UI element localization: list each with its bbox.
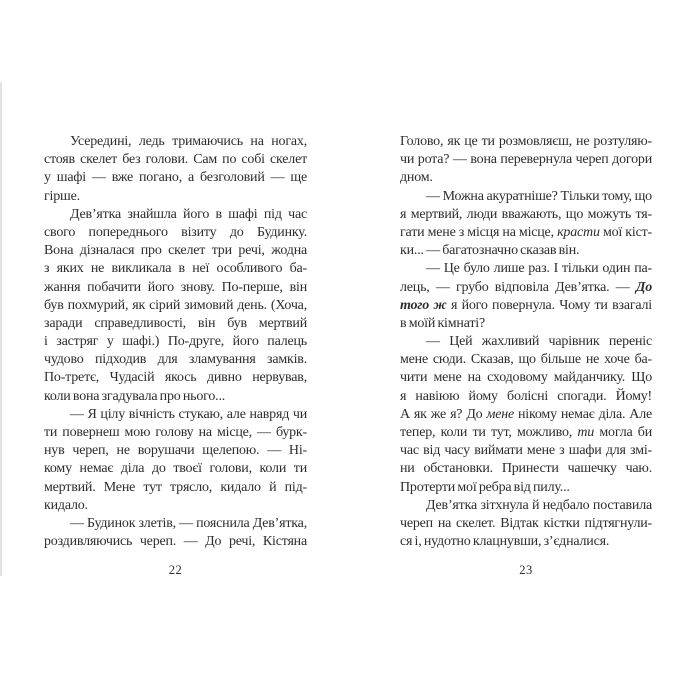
text-line: з яких не викликала в неї особливого ба- (44, 261, 307, 277)
text-line: стояв скелет без голови. Сам по собі скелет (44, 152, 307, 168)
left-page-text (44, 133, 307, 551)
text-line: я мертвий, люди вважають, що можуть тя- (400, 206, 652, 222)
text-line: я навіюю йому болісні спогади. Йому! (400, 388, 652, 404)
text-line: череп на скелет. Відтак кістки підтягнули- (400, 515, 652, 531)
text-line: тепер, коли ти тут, можливо, ти могла би (400, 425, 652, 440)
text-line: Усередині, ледь тримаючись на ногах, (70, 134, 307, 149)
text-line: свого попереднього візиту до Будинку. (44, 224, 307, 240)
text-line: Голово, як це ти розмовляєш, не розтуляю- (400, 134, 652, 149)
text-line: лець, — грубо відповіла Дев’ятка. — До (400, 279, 652, 295)
page-number-left: 22 (168, 563, 183, 577)
text-line: ти повернеш мою голову на місце, — бурк- (44, 425, 307, 440)
text-line: роздивляючись череп. — До речі, Кістяна (44, 534, 307, 550)
text-line: чи рота? — вона перевернула череп догори (400, 152, 652, 168)
text-line: гірше. (44, 188, 80, 204)
text-line: — Будинок злетів, — пояснила Дев’ятка, (70, 515, 307, 531)
text-line: був похмурий, як сірий зимовий день. (Хоча, (44, 297, 307, 313)
text-line: чудово підходив для зламування замків. (44, 352, 307, 368)
text-line: — Це було лише раз. І тільки один па- (426, 261, 652, 277)
page-edge-shadow (0, 82, 2, 576)
text-line: кому немає діла до твоєї голови, коли ти (44, 461, 307, 477)
text-line: мертвий. Мене тут трясло, кидало й під- (44, 479, 307, 495)
text-line: чити мене на сходовому майданчику. Що (400, 370, 652, 386)
text-line: — Я цілу вічність стукаю, але навряд чи (70, 406, 307, 422)
text-line: ся і, нудотно клацнувши, з’єдналися. (400, 534, 610, 550)
text-line: дном. (400, 170, 433, 186)
text-line: заради справедливості, він був мертвий (44, 315, 307, 331)
text-line: — Можна акуратніше? Тільки тому, що (426, 188, 652, 204)
text-line: А як же я? До мене нікому немає діла. Але (400, 406, 652, 422)
text-line: мене сюди. Сказав, що більше не хоче ба- (400, 352, 652, 368)
text-line: Протерти мої ребра від пилу... (400, 479, 570, 495)
text-line: По-третє, Чудасій якось дивно нервував, (44, 370, 307, 386)
text-line: ни обстановки. Принести чашечку чаю. (400, 461, 652, 477)
text-line: в моїй кімнаті? (400, 315, 485, 331)
text-line: і застряг у шафі.) По-друге, його палець (44, 334, 307, 350)
text-line: жання побачити його знову. По-перше, він (44, 279, 307, 295)
text-line: ки... — багатозначно сказав він. (400, 243, 580, 259)
text-line: гати мене з місця на місце, красти мої кіст- (400, 224, 652, 240)
text-line: час від часу виймати мене з шафи для змі- (400, 443, 652, 459)
text-line: у шафі — вже погано, а безголовий — ще (44, 170, 307, 186)
text-line: кидало. (44, 497, 88, 513)
right-page-text (400, 133, 652, 551)
text-line: Дев’ятка знайшла його в шафі під час (70, 206, 307, 222)
text-line: Дев’ятка зітхнула й недбало поставила (426, 497, 652, 513)
page-number-right: 23 (519, 563, 533, 577)
text-line: Вона дізналася про скелет три речі, жодна (44, 243, 307, 259)
text-line: того ж я його повернула. Чому ти взагалі (400, 297, 652, 313)
text-line: коли вона згадувала про нього... (44, 388, 226, 404)
text-line: — Цей жахливий чарівник переніс (426, 334, 652, 350)
text-line: нув череп, не ворушачи щелепою. — Ні- (44, 443, 307, 459)
